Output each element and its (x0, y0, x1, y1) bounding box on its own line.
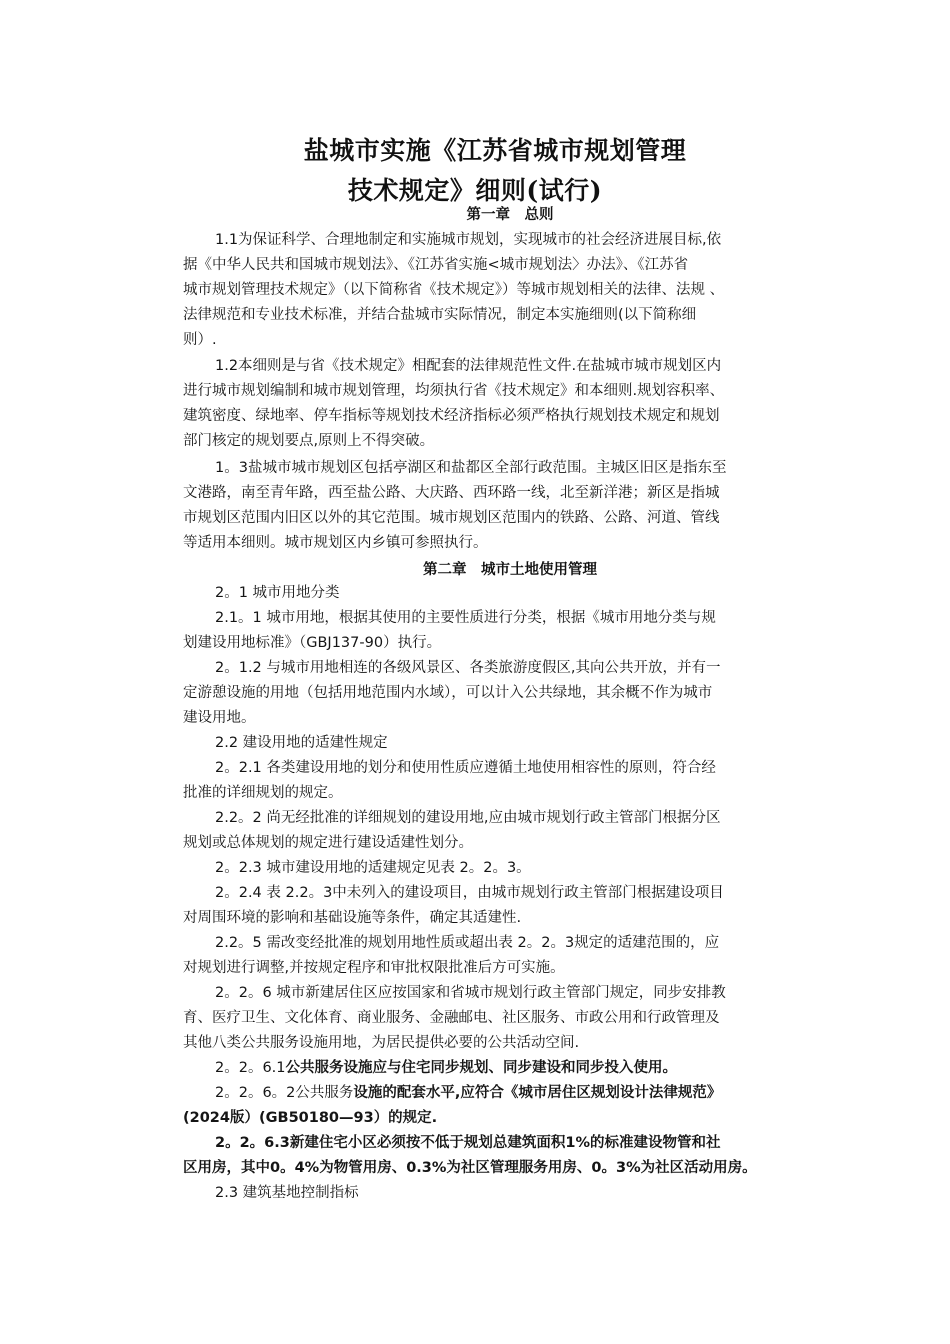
paragraph-line: (2024版）(GB50180—93）的规定. (183, 1110, 438, 1126)
bold-clause-text: 设施的配套水平,应符合《城市居住区规划设计法律规范》 (353, 1085, 722, 1101)
section-heading: 2.3 建筑基地控制指标 (215, 1185, 359, 1201)
paragraph-line: 则）. (183, 332, 217, 348)
paragraph-line: 城市规划管理技术规定》（以下简称省《技术规定》）等城市规划相关的法律、法规 、 (183, 282, 725, 298)
paragraph-line: 2。2。6.3新建住宅小区必须按不低于规划总建筑面积1%的标准建设物管和社 (215, 1135, 721, 1151)
paragraph-line: 建设用地。 (183, 710, 256, 726)
section-heading: 2.2 建设用地的适建性规定 (215, 735, 388, 751)
paragraph-line: 2.1。1 城市用地，根据其使用的主要性质进行分类，根据《城市用地分类与规 (215, 610, 716, 626)
paragraph-line: 1。3盐城市城市规划区包括亭湖区和盐都区全部行政范围。主城区旧区是指东至 (215, 460, 727, 476)
section-heading: 2。1 城市用地分类 (215, 585, 340, 601)
paragraph-line: 部门核定的规划要点,原则上不得突破。 (183, 433, 435, 449)
paragraph-line: 2。2.3 城市建设用地的适建规定见表 2。2。3。 (215, 860, 531, 876)
paragraph-line: 法律规范和专业技术标准，并结合盐城市实际情况，制定本实施细则(以下简称细 (183, 307, 697, 323)
paragraph-line: 定游憩设施的用地（包括用地范围内水域），可以计入公共绿地，其余概不作为城市 (183, 685, 713, 701)
paragraph-line: 2。2.4 表 2.2。3中未列入的建设项目，由城市规划行政主管部门根据建设项目 (215, 885, 724, 901)
paragraph-line: 2。2。6 城市新建居住区应按国家和省城市规划行政主管部门规定，同步安排教 (215, 985, 726, 1001)
paragraph-line: 进行城市规划编制和城市规划管理，均须执行省《技术规定》和本细则.规划容积率、 (183, 383, 725, 399)
document-title-line-2: 技术规定》细则(试行) (347, 176, 603, 205)
paragraph-line: 划建设用地标准》（GBJ137-90）执行。 (183, 635, 442, 651)
bold-clause-text: 公共服务设施应与住宅同步规划、同步建设和同步投入使用。 (285, 1060, 678, 1076)
paragraph-line (215, 1083, 721, 1103)
document-title-line-1: 盐城市实施《江苏省城市规划管理 (303, 136, 687, 165)
paragraph-line: 文港路，南至青年路，西至盐公路、大庆路、西环路一线，北至新洋港；新区是指城 (183, 485, 720, 501)
paragraph-line: 2.2。5 需改变经批准的规划用地性质或超出表 2。2。3规定的适建范围的，应 (215, 935, 720, 951)
paragraph-line: 市规划区范围内旧区以外的其它范围。城市规划区范围内的铁路、公路、河道、管线 (183, 510, 720, 526)
paragraph-line: 2。1.2 与城市用地相连的各级风景区、各类旅游度假区,其向公共开放，并有一 (215, 660, 721, 676)
chapter-2-heading: 第二章 城市土地使用管理 (423, 562, 597, 578)
paragraph-line: 据《中华人民共和国城市规划法》、《江苏省实施<城市规划法〉办法》、《江苏省 (183, 257, 689, 273)
paragraph-line: 建筑密度、绿地率、停车指标等规划技术经济指标必须严格执行规划技术规定和规划 (183, 408, 720, 424)
paragraph-line: 等适用本细则。城市规划区内乡镇可参照执行。 (183, 535, 488, 551)
paragraph-line: 规划或总体规划的规定进行建设适建性划分。 (183, 835, 473, 851)
chapter-1-heading: 第一章 总则 (466, 207, 554, 223)
paragraph-line: 1.1为保证科学、合理地制定和实施城市规划，实现城市的社会经济进展目标,依 (215, 232, 722, 248)
clause-number: 2。2。6。2公共服务 (215, 1085, 354, 1101)
paragraph-line: 2.2。2 尚无经批准的详细规划的建设用地,应由城市规划行政主管部门根据分区 (215, 810, 721, 826)
paragraph-line: 批准的详细规划的规定。 (183, 785, 343, 801)
paragraph-line: 1.2本细则是与省《技术规定》相配套的法律规范性文件.在盐城市城市规划区内 (215, 358, 722, 374)
paragraph-line (215, 1058, 677, 1078)
paragraph-line: 区用房，其中0。4%为物管用房、0.3%为社区管理服务用房、0。3%为社区活动用房。 (183, 1160, 757, 1176)
clause-number: 2。2。6.1 (215, 1060, 286, 1076)
paragraph-line: 2。2.1 各类建设用地的划分和使用性质应遵循土地使用相容性的原则，符合经 (215, 760, 716, 776)
paragraph-line: 其他八类公共服务设施用地，为居民提供必要的公共活动空间. (183, 1035, 580, 1051)
paragraph-line: 育、医疗卫生、文化体育、商业服务、金融邮电、社区服务、市政公用和行政管理及 (183, 1010, 720, 1026)
paragraph-line: 对周围环境的影响和基础设施等条件，确定其适建性. (183, 910, 522, 926)
paragraph-line: 对规划进行调整,并按规定程序和审批权限批准后方可实施。 (183, 960, 565, 976)
